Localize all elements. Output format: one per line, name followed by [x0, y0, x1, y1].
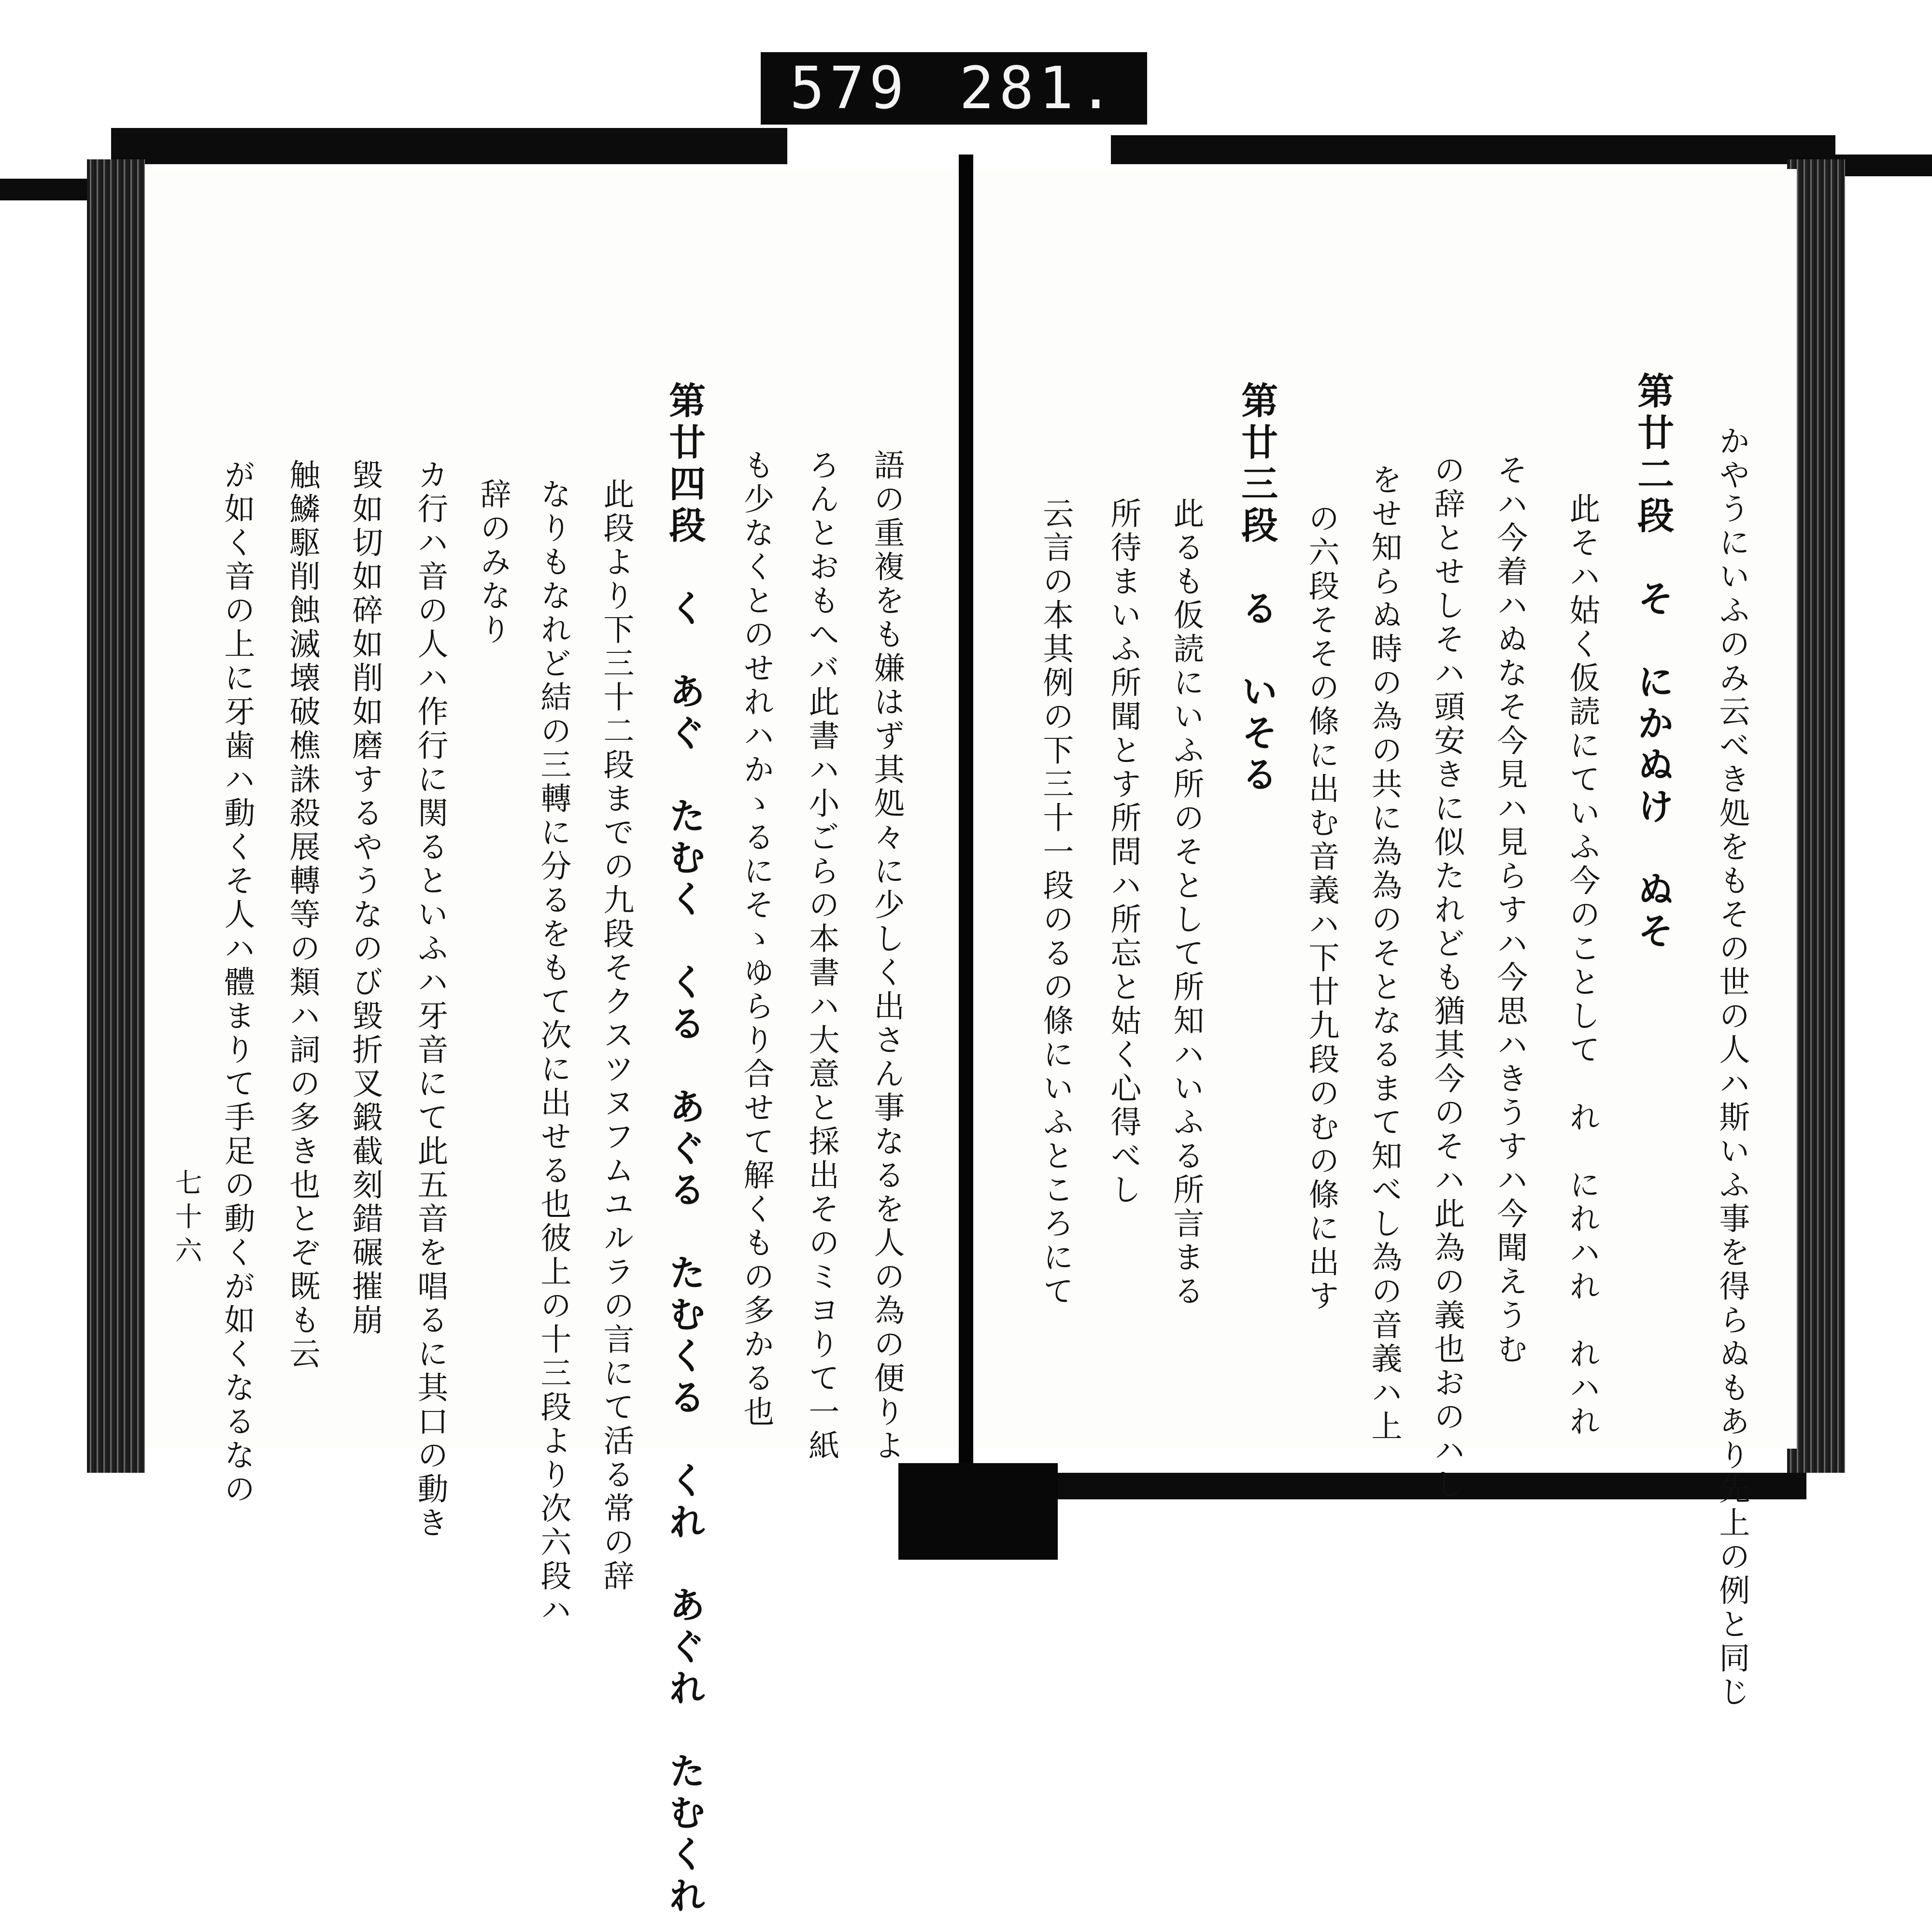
- left-page-column-9: 毀如切如碎如削如磨するやうなのび毀折叉鍛截刻錯碾摧崩: [347, 459, 383, 1338]
- right-page-column-11: 云言の本其例の下三十一段のるの條にいふところにて: [1037, 497, 1074, 1309]
- reel-right-number: 281.: [959, 55, 1118, 122]
- left-page-column-7: 辞のみなり: [475, 478, 511, 647]
- right-page-column-10: 所待まいふ所聞とす所問ハ所忘と姑く心得べし: [1105, 497, 1141, 1207]
- bottom-film-block: [898, 1463, 1058, 1560]
- left-page-number: 七十六: [170, 1169, 202, 1270]
- right-page-column-6: をせ知らぬ時の為の共に為為のそとなるまて知べし為の音義ハ上: [1366, 464, 1402, 1444]
- left-page-stack-edge: [87, 159, 145, 1473]
- right-page-column-3: 此そハ姑く仮読にていふ今のことして れ にれハれ れハれ: [1564, 493, 1600, 1439]
- right-page-column-7: の六段そその條に出む音義ハ下廿九段のむの條に出す: [1303, 502, 1339, 1313]
- right-page-column-4: そハ今着ハぬなそ今見ハ見らすハ今思ハきうすハ今聞えうむ: [1492, 454, 1528, 1367]
- book-gutter: [959, 155, 973, 1482]
- reel-number-plate: [761, 52, 1147, 125]
- reel-left-number: 579: [790, 55, 909, 122]
- right-page-heading-22: 第廿二段 そ にかぬけ ぬそ: [1631, 372, 1675, 953]
- left-page-heading-24: 第廿四段 く あぐ たむく くる あぐる たむくる くれ あぐれ たむくれ: [663, 381, 706, 1918]
- right-page-column-9: 此るも仮読にいふ所のそとして所知ハいふる所言まる: [1168, 497, 1204, 1309]
- left-page-column-3: も少なくとのせれハかゝるにそゝゆらり合せて解くもの多かる也: [738, 449, 774, 1429]
- left-page-column-2: ろんとおもへバ此書ハ小ごらの本書ハ大意と採出そのミヨりて一紙: [803, 449, 839, 1463]
- left-page-column-1: 語の重複をも嫌はず其処々に少しく出さん事なるを人の為の便りよ: [868, 449, 905, 1463]
- left-page-column-5: 此段より下三十二段までの九段そクスツヌフムユルラの言にて活る常の辞: [598, 478, 634, 1594]
- left-page-column-11: が如く音の上に牙歯ハ動くそ人ハ體まりて手足の動くが如くなるなの: [219, 459, 255, 1507]
- top-cover-bar: [111, 128, 787, 164]
- right-page-heading-23: 第廿三段 る いそる: [1235, 381, 1279, 797]
- left-page-column-6: なりもなれど結の三轉に分るをもて次に出せる也彼上の十三段より次六段ハ: [535, 478, 571, 1627]
- right-page-column-1: かやうにいふのみ云べき処をもその世の人ハ斯いふ事を得らぬもあり先上の例と同じ: [1714, 425, 1750, 1709]
- left-page-column-8: カ行ハ音の人ハ作行に関るといふハ牙音にて此五音を唱るに其口の動き: [412, 459, 448, 1540]
- left-page-column-10: 触鱗駆削蝕滅壊破樵誅殺展轉等の類ハ詞の多き也とぞ既も云: [284, 459, 320, 1371]
- top-cover-bar-right: [1111, 135, 1835, 164]
- right-page-column-5: の辞とせしそハ頭安きに似たれども猶其今のそハ此為の義也おのハし: [1429, 454, 1465, 1502]
